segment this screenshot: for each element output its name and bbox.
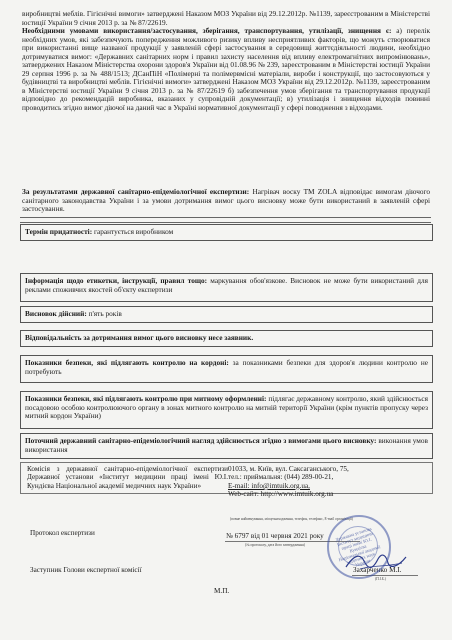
divider	[20, 217, 431, 218]
deputy-note: (П.І.Б.)	[375, 577, 386, 581]
web-link: Web-сайт: http://www.imtuik.org.ua	[228, 490, 334, 499]
conditions-label: Необхідними умовами використання/застосування, зберігання, транспортування, утилізації, знищення є:	[22, 26, 392, 35]
customs-control-label: Показники безпеки, які підлягають контролю при митному оформленні:	[25, 394, 267, 403]
shelf-life-label: Термін придатності:	[25, 227, 93, 236]
supervision-row	[25, 437, 428, 454]
border-control-label: Показники безпеки, які підлягають контролю на кордоні:	[25, 358, 229, 367]
stamp-text: Державна установа Інститут медицини праці імені Ю.І. Кундієва Національної академії медичних наук України	[334, 525, 382, 568]
border-control-row	[25, 359, 428, 376]
customs-control-text: підлягає державному контролю, який здійснюється посадовою особою контролюючого органу в зонах митного контролю на митній території України (крім пунктів пропуску через митний кордон України)	[25, 394, 429, 421]
border-control-box	[20, 355, 433, 383]
responsibility-row	[25, 334, 428, 343]
intro-paragraph	[22, 10, 430, 27]
label-info-label: Інформація щодо етикетки, інструкції, правил тощо:	[25, 276, 208, 285]
web-line	[228, 490, 428, 498]
footer-box	[20, 462, 433, 499]
address-note: (повне найменування, місцезнаходження, телефон, телефакс, E-mail організації)	[230, 517, 353, 521]
commission-name: Комісія з державної санітарно-епідеміологічної експертизи Державної установи «Інститут медицини праці імені Ю.І. Кундієва Національної академії медичних наук України»	[27, 465, 228, 490]
responsibility-text: Відповідальність за дотримання вимог цього висновку несе заявник.	[25, 333, 254, 342]
responsibility-box	[20, 330, 433, 347]
divider	[20, 222, 431, 223]
email-line	[228, 482, 428, 490]
expertise-result-text: Нагрівач воску TM ZOLA відповідає вимогам діючого санітарного законодавства України і за умови дотримання вимог цього висновку може бути використаний в заявленій сфері застосування.	[22, 187, 430, 214]
border-control-text: за показниками безпеки для здоров'я людини контролю не потребують	[25, 358, 428, 376]
intro-text: виробництві меблів. Гігієнічні вимоги» затверджені Наказом МОЗ України від 29.12.2012р. №1139, зареєстрованим в Міністерстві юстиції України 9 січня 2013 р. за № 87/22619.	[22, 9, 430, 27]
validity-value: п'ять років	[86, 309, 122, 318]
supervision-label: Поточний державний санітарно-епідеміологічний нагляд здійснюється згідно з вимогами цього висновку:	[25, 436, 377, 445]
protocol-note: (№ протоколу, дата його затвердження)	[245, 543, 305, 547]
conditions-paragraph	[22, 27, 430, 112]
expertise-result-paragraph	[22, 188, 430, 214]
validity-label: Висновок дійсний:	[25, 309, 87, 318]
label-info-row	[25, 277, 428, 294]
validity-box	[20, 306, 433, 323]
phone-line: тел.: приймальня: (044) 289-00-21,	[228, 473, 334, 482]
customs-control-box	[20, 391, 433, 429]
validity-row	[25, 310, 428, 319]
deputy-label: Заступник Голови експертної комісії	[30, 566, 142, 574]
customs-control-row	[25, 395, 428, 421]
commission-contacts	[228, 465, 428, 499]
protocol-label: Протокол експертизи	[30, 529, 95, 537]
email-link: E-mail: info@imtuik.org.ua,	[228, 481, 310, 490]
address-line: 01033, м. Київ, вул. Саксаганського, 75,	[228, 465, 349, 473]
supervision-box	[20, 433, 433, 459]
shelf-life-value: гарантується виробником	[92, 227, 174, 236]
label-info-text: маркування обов'язкове. Висновок не може бути використаний для реклами споживчих якостей об'єкту експертизи	[25, 276, 428, 294]
conditions-text: а) перелік необхідних умов, які забезпечують попередження можливого ризику впливу несприятливих факторів, що можуть створюватися при використанні вище названої продукції у заявленій сфері застосування в середовищі життєдіяльності людини, необхідно дотримуватися вимог: «Державних санітарних норм і правил захисту населення від впливу електромагнітних випромінювань», затверджених Наказом Міністерства охорони здоров'я України від 01.08.96 № 239, зареєстрованим в Міністерстві юстиції України 29 серпня 1996 р. за № 488/1513; ДСанПіН «Полімерні та полімервмісні матеріали, вироби і конструкції, що застосовуються у будівництві та виробництві меблів. Гігієнічні вимоги» затверджені Наказом МОЗ України від 29.12.2012р. №1139, зареєстрованим в Міністерстві юстиції України 9 січня 2013 р. за № 87/22619 б) забезпечення умов зберігання та транспортування продукції відповідно до рекомендацій виробника, вказаних у супровідній документації; в) утилізація і знищення відходів повинні проводитись згідно вимог діючої на даний час в Україні нормативної документації у сфері поводження з відходами.	[22, 26, 430, 112]
protocol-value: № 6797 від 01 червня 2021 року	[226, 532, 324, 540]
seal-place: М.П.	[214, 587, 230, 595]
deputy-name: Захарченко М.І.	[353, 566, 402, 574]
shelf-life-box	[20, 224, 433, 241]
shelf-life-row	[25, 228, 428, 237]
supervision-text: виконання умов використання	[25, 436, 428, 454]
expertise-result-label: За результатами державної санітарно-епідеміологічної експертизи:	[22, 187, 250, 196]
label-info-box	[20, 273, 433, 302]
